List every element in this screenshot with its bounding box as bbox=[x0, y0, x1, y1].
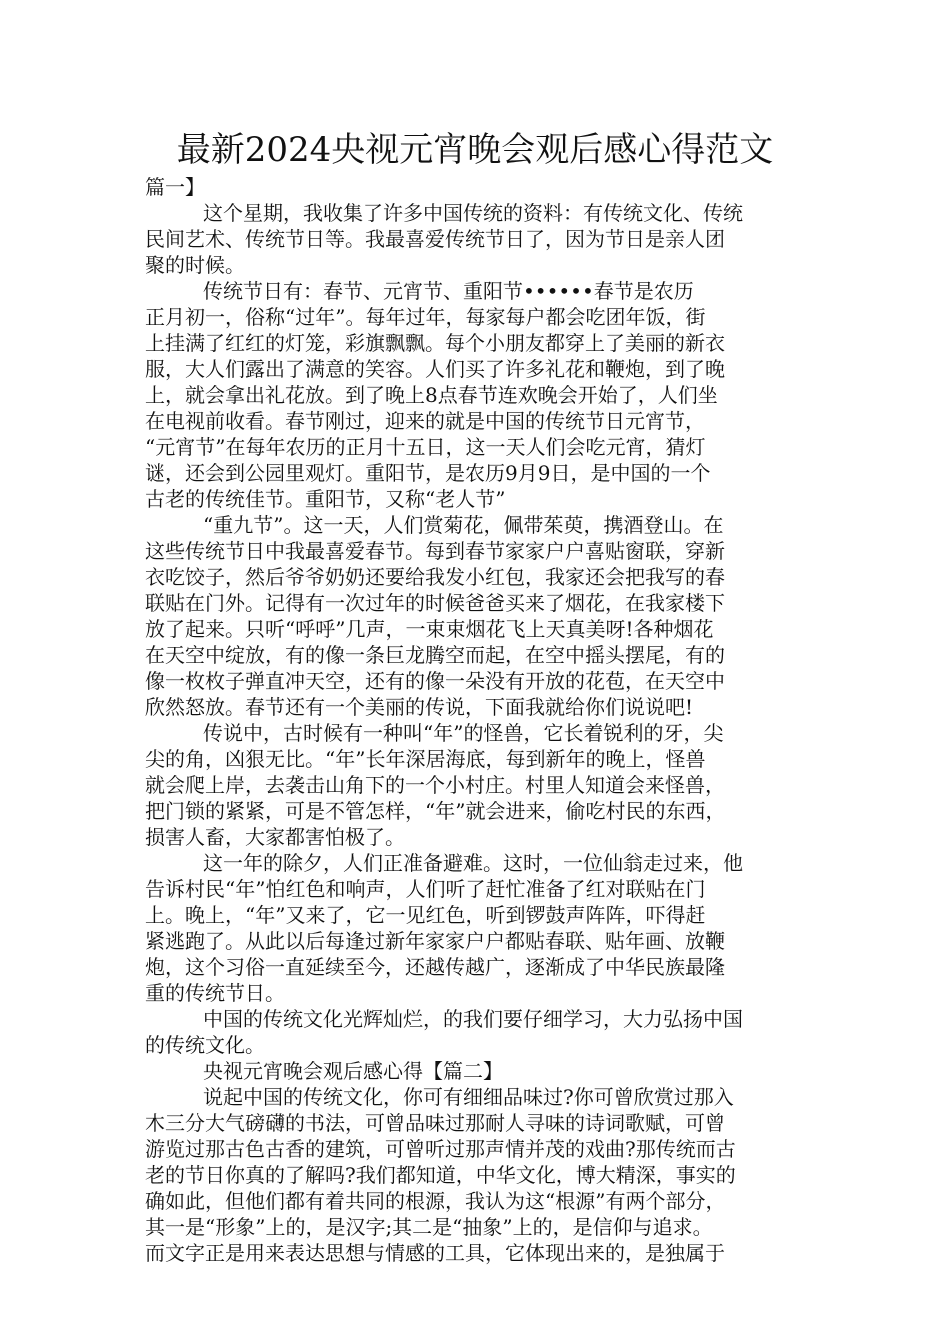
text-line: 央视元宵晚会观后感心得【篇二】 bbox=[203, 1059, 503, 1083]
text-line: 告诉村民“年”怕红色和响声，人们听了赶忙准备了红对联贴在门 bbox=[145, 877, 706, 901]
text-line: 这一年的除夕，人们正准备避难。这时，一位仙翁走过来，他 bbox=[203, 851, 743, 875]
text-line: 上。晚上，“年”又来了，它一见红色，听到锣鼓声阵阵，吓得赶 bbox=[145, 903, 706, 927]
text-line: 尖的角，凶狠无比。“年”长年深居海底，每到新年的晚上，怪兽 bbox=[145, 747, 706, 771]
text-line: 联贴在门外。记得有一次过年的时候爸爸买来了烟花，在我家楼下 bbox=[145, 591, 725, 615]
text-line: 游览过那古色古香的建筑，可曾听过那声情并茂的戏曲?那传统而古 bbox=[145, 1137, 736, 1161]
text-line: 而文字正是用来表达思想与情感的工具，它体现出来的，是独属于 bbox=[145, 1241, 725, 1265]
text-line: 古老的传统佳节。重阳节，又称“老人节” bbox=[145, 487, 506, 511]
text-line: 的传统文化。 bbox=[145, 1033, 265, 1057]
text-line: 上，就会拿出礼花放。到了晚上8点春节连欢晚会开始了，人们坐 bbox=[145, 383, 718, 407]
text-line: 衣吃饺子，然后爷爷奶奶还要给我发小红包，我家还会把我写的春 bbox=[145, 565, 725, 589]
text-line: 欣然怒放。春节还有一个美丽的传说，下面我就给你们说说吧! bbox=[145, 695, 694, 719]
text-line: 民间艺术、传统节日等。我最喜爱传统节日了，因为节日是亲人团 bbox=[145, 227, 725, 251]
text-line: 中国的传统文化光辉灿烂，的我们要仔细学习，大力弘扬中国 bbox=[203, 1007, 743, 1031]
text-line: 正月初一，俗称“过年”。每年过年，每家每户都会吃团年饭，街 bbox=[145, 305, 706, 329]
text-line: 说起中国的传统文化，你可有细细品味过?你可曾欣赏过那入 bbox=[203, 1085, 734, 1109]
text-line: 放了起来。只听“呼呼”几声，一束束烟花飞上天真美呀!各种烟花 bbox=[145, 617, 714, 641]
text-line: 把门锁的紧紧，可是不管怎样，“年”就会进来，偷吃村民的东西， bbox=[145, 799, 726, 823]
text-line: 损害人畜，大家都害怕极了。 bbox=[145, 825, 405, 849]
text-line: 重的传统节日。 bbox=[145, 981, 285, 1005]
document-body bbox=[145, 174, 815, 1266]
text-line: 在天空中绽放，有的像一条巨龙腾空而起，在空中摇头摆尾，有的 bbox=[145, 643, 725, 667]
text-line: 老的节日你真的了解吗?我们都知道，中华文化，博大精深，事实的 bbox=[145, 1163, 736, 1187]
text-line: 其一是“形象”上的，是汉字;其二是“抽象”上的，是信仰与追求。 bbox=[145, 1215, 713, 1239]
text-line: 在电视前收看。春节刚过，迎来的就是中国的传统节日元宵节， bbox=[145, 409, 705, 433]
text-line: 聚的时候。 bbox=[145, 253, 245, 277]
text-line: 紧逃跑了。从此以后每逢过新年家家户户都贴春联、贴年画、放鞭 bbox=[145, 929, 725, 953]
text-line: 服，大人们露出了满意的笑容。人们买了许多礼花和鞭炮，到了晚 bbox=[145, 357, 725, 381]
text-line: 像一枚枚子弹直冲天空，还有的像一朵没有开放的花苞，在天空中 bbox=[145, 669, 725, 693]
text-line: 篇一】 bbox=[145, 175, 205, 199]
text-line: 传说中，古时候有一种叫“年”的怪兽，它长着锐利的牙，尖 bbox=[203, 721, 724, 745]
text-line: 上挂满了红红的灯笼，彩旗飘飘。每个小朋友都穿上了美丽的新衣 bbox=[145, 331, 725, 355]
text-line: 这些传统节日中我最喜爱春节。每到春节家家户户喜贴窗联，穿新 bbox=[145, 539, 725, 563]
text-line: “元宵节”在每年农历的正月十五日，这一天人们会吃元宵，猜灯 bbox=[145, 435, 706, 459]
text-line: 炮，这个习俗一直延续至今，还越传越广，逐渐成了中华民族最隆 bbox=[145, 955, 725, 979]
text-line: 传统节日有：春节、元宵节、重阳节••••••春节是农历 bbox=[203, 279, 694, 303]
text-line: 谜，还会到公园里观灯。重阳节，是农历9月9日，是中国的一个 bbox=[145, 461, 711, 485]
text-line: 这个星期，我收集了许多中国传统的资料：有传统文化、传统 bbox=[203, 201, 743, 225]
text-line: 就会爬上岸，去袭击山角下的一个小村庄。村里人知道会来怪兽， bbox=[145, 773, 725, 797]
text-line: 确如此，但他们都有着共同的根源，我认为这“根源”有两个部分， bbox=[145, 1189, 726, 1213]
text-line: 木三分大气磅礴的书法，可曾品味过那耐人寻味的诗词歌赋，可曾 bbox=[145, 1111, 725, 1135]
text-line: “重九节”。这一天，人们赏菊花，佩带茱萸，携酒登山。在 bbox=[203, 513, 724, 537]
document-title: 最新2024央视元宵晚会观后感心得范文 bbox=[176, 130, 774, 170]
